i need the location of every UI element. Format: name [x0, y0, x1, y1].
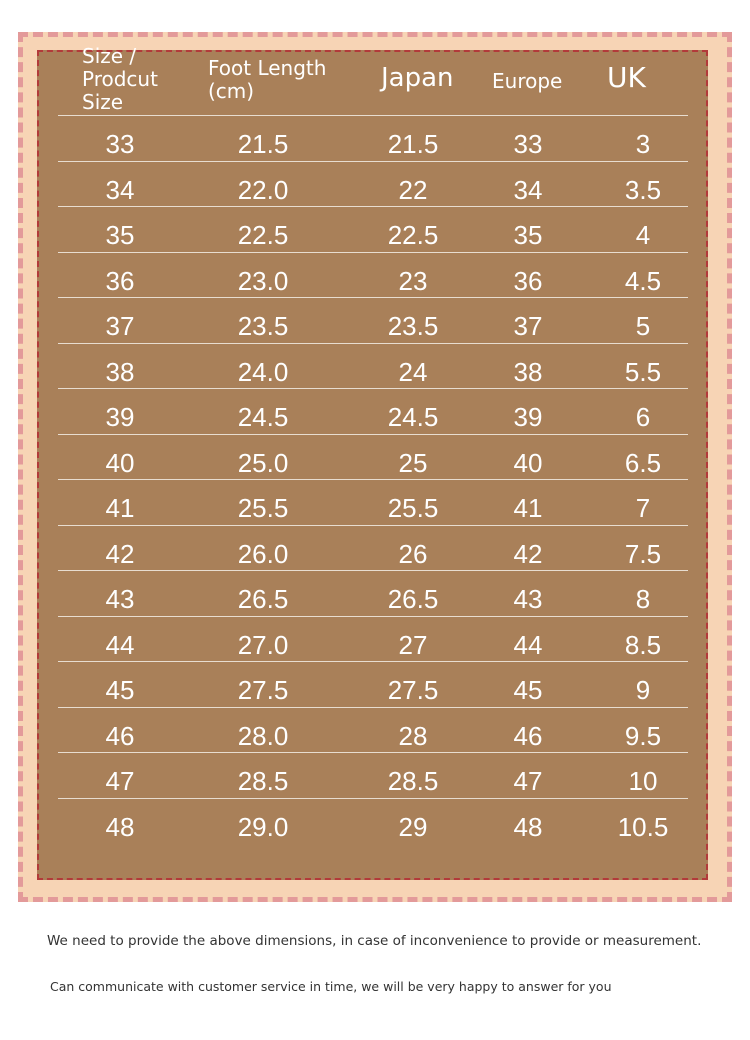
table-row — [58, 661, 688, 707]
cell-europe: 35 — [513, 220, 543, 250]
cell-uk: 4 — [635, 220, 651, 250]
cell-foot-length: 23.0 — [237, 265, 289, 296]
cell-europe: 38 — [513, 356, 543, 387]
cell-size: 47 — [105, 766, 135, 796]
cell-foot-length: 23.5 — [237, 311, 289, 341]
cell-foot-length: 22.0 — [237, 174, 289, 205]
cell-europe: 46 — [513, 720, 543, 751]
header-japan: Japan — [381, 63, 454, 93]
cell-uk: 5 — [635, 311, 651, 341]
table-row — [58, 616, 688, 662]
cell-uk: 5.5 — [624, 356, 662, 387]
table-row — [58, 525, 688, 571]
table-row — [58, 707, 688, 753]
cell-size: 45 — [105, 675, 135, 705]
cell-uk: 7 — [635, 493, 651, 523]
cell-japan: 23.5 — [387, 311, 439, 341]
cell-uk: 3 — [635, 129, 651, 159]
cell-europe: 34 — [513, 174, 543, 205]
cell-foot-length: 24.0 — [237, 356, 289, 387]
cell-japan: 24.5 — [387, 402, 439, 432]
cell-size: 36 — [105, 265, 135, 296]
table-row — [58, 206, 688, 252]
cell-japan: 26 — [398, 538, 428, 569]
cell-uk: 9.5 — [624, 720, 662, 751]
cell-size: 41 — [105, 493, 135, 523]
table-row — [58, 297, 688, 343]
table-row — [58, 752, 688, 798]
cell-japan: 23 — [398, 265, 428, 296]
table-row — [58, 798, 688, 844]
cell-size: 40 — [105, 447, 135, 478]
size-table — [58, 115, 688, 843]
header-size: Size / Prodcut Size — [82, 44, 158, 114]
cell-size: 35 — [105, 220, 135, 250]
cell-uk: 6 — [635, 402, 651, 432]
note-line-1: We need to provide the above dimensions, in case of inconvenience to provide or measurement. — [47, 933, 702, 949]
cell-size: 38 — [105, 356, 135, 387]
table-row — [58, 570, 688, 616]
cell-foot-length: 27.0 — [237, 629, 289, 660]
cell-foot-length: 22.5 — [237, 220, 289, 250]
cell-japan: 27 — [398, 629, 428, 660]
cell-uk: 10 — [628, 766, 658, 796]
cell-europe: 44 — [513, 629, 543, 660]
cell-foot-length: 24.5 — [237, 402, 289, 432]
cell-japan: 22 — [398, 174, 428, 205]
table-row — [58, 115, 688, 161]
cell-size: 34 — [105, 174, 135, 205]
header-uk: UK — [607, 61, 646, 94]
table-row — [58, 343, 688, 389]
table-row — [58, 161, 688, 207]
cell-foot-length: 21.5 — [237, 129, 289, 159]
cell-foot-length: 29.0 — [237, 811, 289, 842]
cell-japan: 25 — [398, 447, 428, 478]
cell-europe: 48 — [513, 811, 543, 842]
header-foot-length: Foot Length (cm) — [208, 56, 327, 103]
cell-europe: 42 — [513, 538, 543, 569]
note-line-2: Can communicate with customer service in time, we will be very happy to answer for you — [50, 979, 612, 994]
cell-europe: 37 — [513, 311, 543, 341]
cell-foot-length: 26.5 — [237, 584, 289, 614]
cell-japan: 28 — [398, 720, 428, 751]
cell-foot-length: 25.0 — [237, 447, 289, 478]
cell-foot-length: 28.0 — [237, 720, 289, 751]
cell-size: 46 — [105, 720, 135, 751]
cell-europe: 40 — [513, 447, 543, 478]
table-row — [58, 388, 688, 434]
cell-size: 43 — [105, 584, 135, 614]
cell-uk: 6.5 — [624, 447, 662, 478]
cell-uk: 7.5 — [624, 538, 662, 569]
cell-uk: 8.5 — [624, 629, 662, 660]
cell-foot-length: 27.5 — [237, 675, 289, 705]
cell-size: 44 — [105, 629, 135, 660]
header-europe: Europe — [492, 69, 563, 93]
cell-japan: 28.5 — [387, 766, 439, 796]
cell-japan: 22.5 — [387, 220, 439, 250]
cell-uk: 3.5 — [624, 174, 662, 205]
cell-uk: 8 — [635, 584, 651, 614]
cell-foot-length: 26.0 — [237, 538, 289, 569]
cell-japan: 26.5 — [387, 584, 439, 614]
cell-size: 48 — [105, 811, 135, 842]
cell-europe: 41 — [513, 493, 543, 523]
cell-size: 39 — [105, 402, 135, 432]
cell-europe: 45 — [513, 675, 543, 705]
cell-size: 42 — [105, 538, 135, 569]
cell-size: 33 — [105, 129, 135, 159]
cell-japan: 25.5 — [387, 493, 439, 523]
cell-uk: 10.5 — [617, 811, 669, 842]
table-row — [58, 252, 688, 298]
cell-europe: 33 — [513, 129, 543, 159]
cell-japan: 21.5 — [387, 129, 439, 159]
table-row — [58, 479, 688, 525]
cell-japan: 29 — [398, 811, 428, 842]
cell-japan: 27.5 — [387, 675, 439, 705]
cell-japan: 24 — [398, 356, 428, 387]
cell-europe: 43 — [513, 584, 543, 614]
cell-europe: 47 — [513, 766, 543, 796]
table-row — [58, 434, 688, 480]
cell-uk: 4.5 — [624, 265, 662, 296]
cell-foot-length: 25.5 — [237, 493, 289, 523]
cell-europe: 39 — [513, 402, 543, 432]
cell-uk: 9 — [635, 675, 651, 705]
cell-foot-length: 28.5 — [237, 766, 289, 796]
cell-europe: 36 — [513, 265, 543, 296]
cell-size: 37 — [105, 311, 135, 341]
